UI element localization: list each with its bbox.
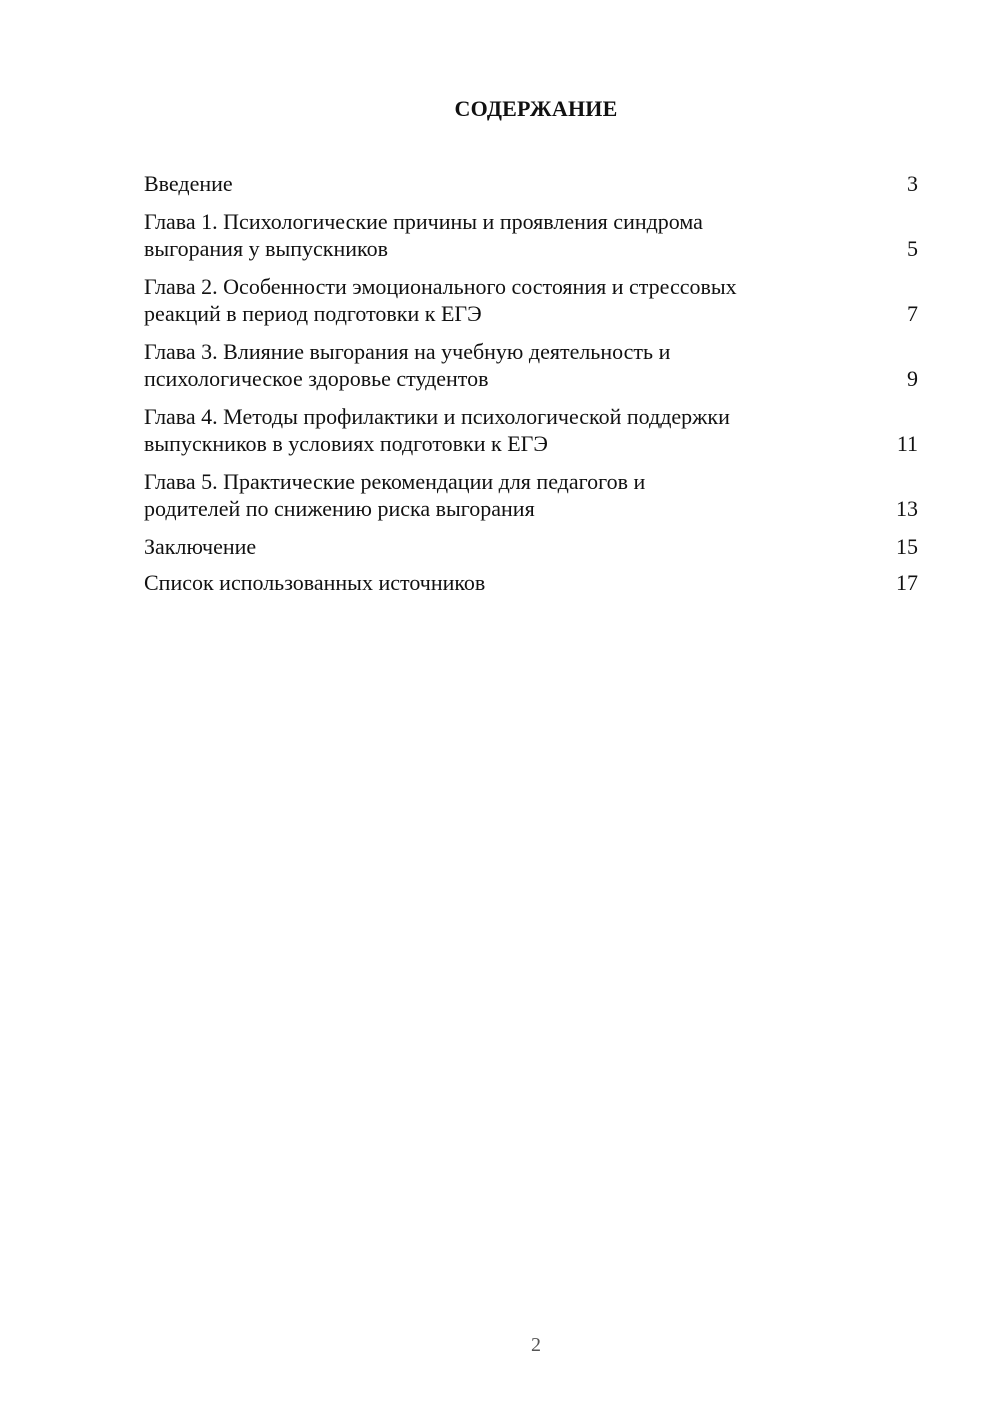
toc-entry xyxy=(144,468,918,522)
toc-entry-title: Глава 3. Влияние выгорания на учебную деятельность и психологическое здоровье студентов xyxy=(144,339,671,391)
toc-entry-title: Глава 2. Особенности эмоционального состояния и стрессовых реакций в период подготовки к ЕГЭ xyxy=(144,274,737,326)
toc-entry xyxy=(144,170,918,197)
toc-entry-page: 11 xyxy=(896,431,918,456)
toc-entry-title: Глава 5. Практические рекомендации для педагогов и родителей по снижению риска выгорания xyxy=(144,469,646,521)
toc-entry-page: 7 xyxy=(907,301,918,326)
toc-entry-page: 5 xyxy=(907,236,918,261)
toc-entry-page: 17 xyxy=(896,570,918,595)
toc-entry-title: Введение xyxy=(144,171,233,196)
toc-entry xyxy=(144,533,918,560)
toc-entry-title: Заключение xyxy=(144,534,257,559)
toc-entry-page: 9 xyxy=(907,366,918,391)
toc-entry-page: 15 xyxy=(896,534,918,559)
toc-entry-title: Список использованных источников xyxy=(144,570,486,595)
toc-entry xyxy=(144,403,918,457)
table-of-contents xyxy=(144,170,918,605)
page-title: СОДЕРЖАНИЕ xyxy=(454,96,618,121)
toc-entry xyxy=(144,273,918,327)
toc-entry-title: Глава 4. Методы профилактики и психологической поддержки выпускников в условиях подготовки к ЕГЭ xyxy=(144,404,730,456)
toc-entry xyxy=(144,208,918,262)
toc-entry-title: Глава 1. Психологические причины и проявления синдрома выгорания у выпускников xyxy=(144,209,703,261)
toc-entry-page: 3 xyxy=(907,171,918,196)
toc-entry-page: 13 xyxy=(896,496,918,521)
toc-entry xyxy=(144,338,918,392)
toc-entry xyxy=(144,569,918,596)
page-number: 2 xyxy=(531,1334,541,1356)
